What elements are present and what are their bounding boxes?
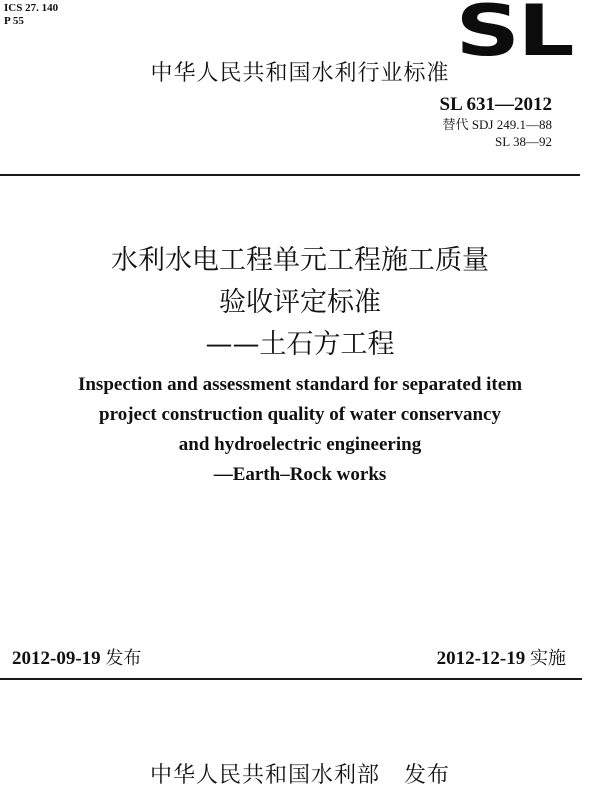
publisher-label: 发布 bbox=[403, 763, 450, 788]
replaces-code-2: SL 38—92 bbox=[495, 134, 552, 149]
effective-date bbox=[437, 644, 566, 670]
publisher-line bbox=[0, 758, 600, 789]
effective-date-value: 2012-12-19 bbox=[436, 648, 526, 669]
p-code: P 55 bbox=[4, 15, 24, 27]
organization-title: 中华人民共和国水利行业标准 bbox=[150, 61, 450, 86]
chinese-title bbox=[0, 240, 600, 366]
classification-codes bbox=[4, 2, 58, 28]
ics-code: ICS 27. 140 bbox=[4, 2, 59, 14]
chinese-title-line-1: 水利水电工程单元工程施工质量 bbox=[111, 245, 489, 276]
standard-code: SL 631—2012 bbox=[439, 94, 552, 115]
english-title-line-1: Inspection and assessment standard for separated item bbox=[77, 374, 523, 395]
english-title-line-2: project construction quality of water conservancy bbox=[99, 404, 501, 425]
effective-label: 实施 bbox=[530, 648, 566, 669]
bottom-divider bbox=[0, 678, 582, 680]
chinese-title-line-3: ——土石方工程 bbox=[205, 329, 395, 360]
replaces-line-1 bbox=[440, 116, 552, 133]
issued-date-value: 2012-09-19 bbox=[12, 648, 101, 669]
replaces-prefix: 替代 bbox=[442, 117, 469, 132]
top-divider bbox=[0, 174, 580, 176]
sl-logo: SL bbox=[455, 0, 572, 72]
english-title bbox=[0, 370, 600, 490]
chinese-title-line-2: 验收评定标准 bbox=[219, 287, 381, 318]
issued-date bbox=[12, 644, 141, 670]
english-title-line-4: —Earth–Rock works bbox=[213, 464, 387, 485]
english-title-line-3: and hydroelectric engineering bbox=[178, 434, 422, 455]
replaces-code-1: SDJ 249.1—88 bbox=[471, 117, 552, 132]
standard-code-block bbox=[440, 94, 552, 150]
publisher-name: 中华人民共和国水利部 bbox=[149, 763, 380, 788]
issued-label: 发布 bbox=[105, 648, 142, 669]
